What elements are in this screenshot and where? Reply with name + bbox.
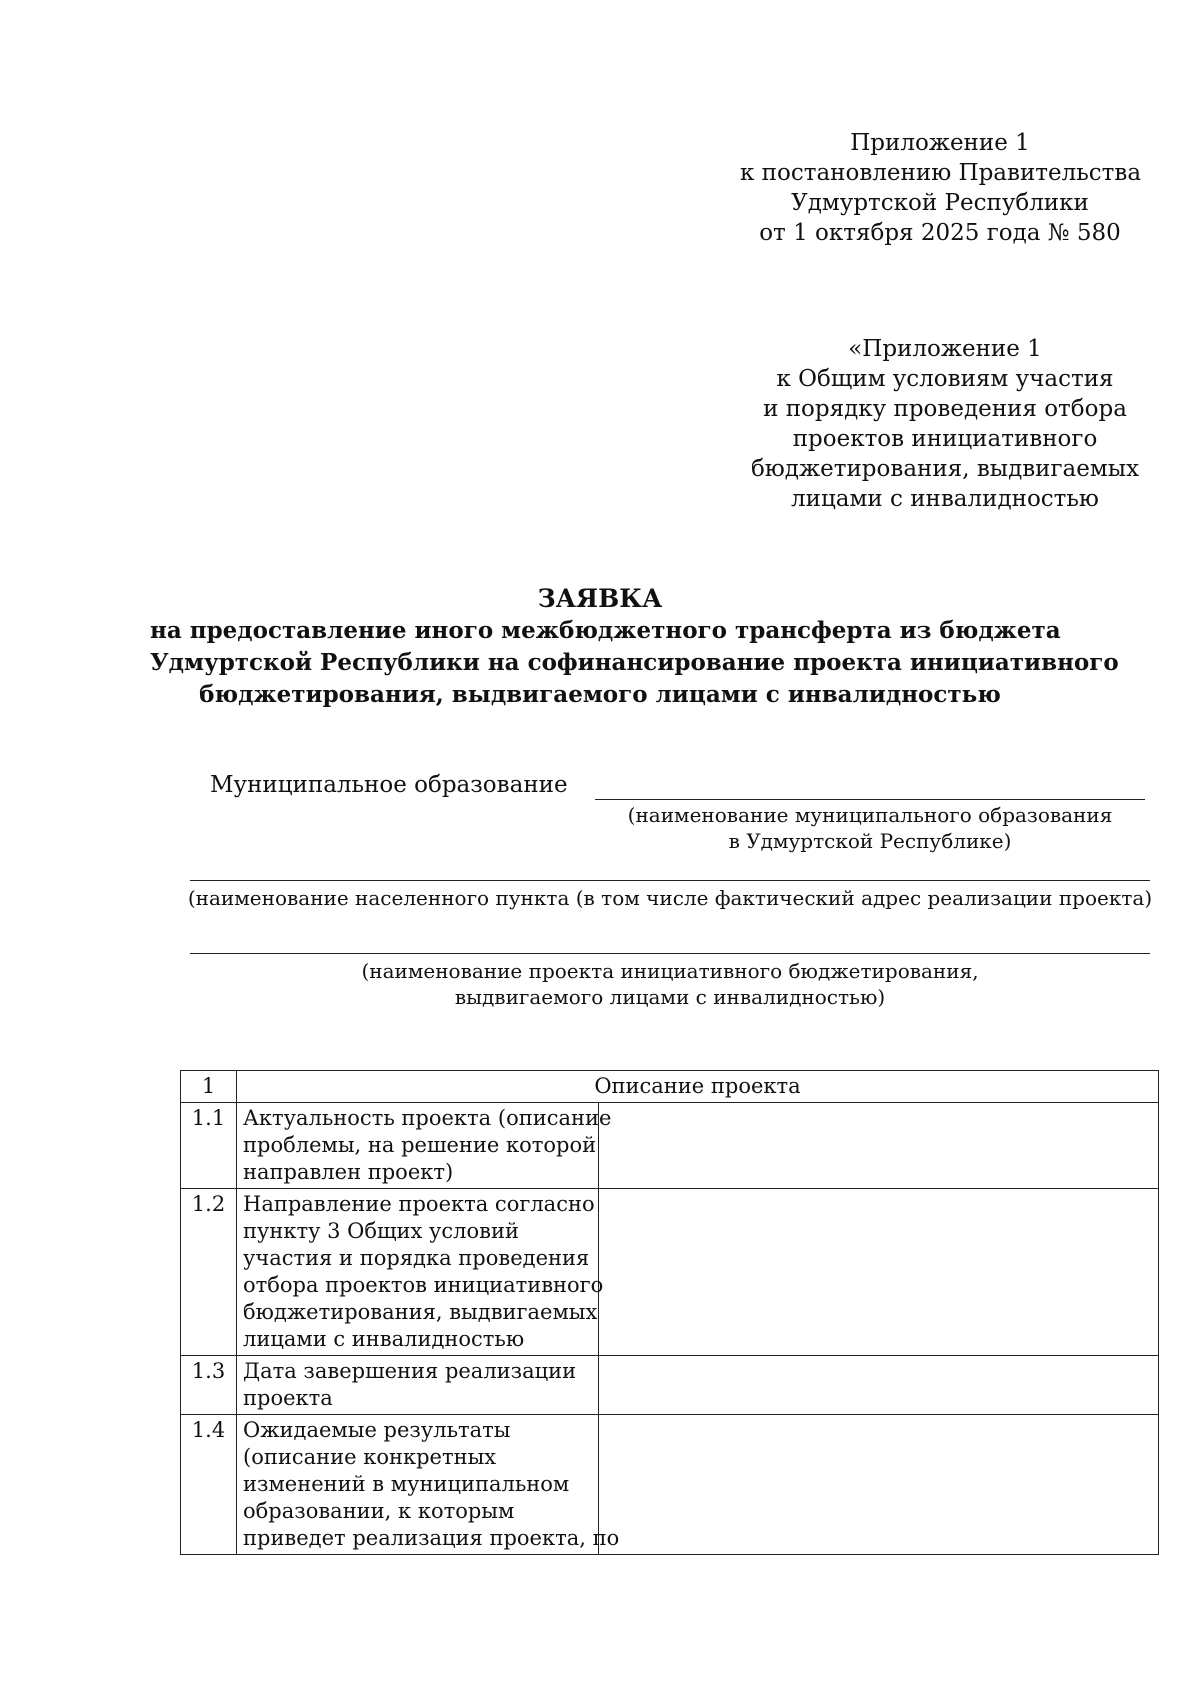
municipality-label: Муниципальное образование — [210, 772, 568, 798]
row-label-line: отбора проектов инициативного — [243, 1273, 604, 1297]
row-number: 1.2 — [181, 1189, 237, 1356]
annex-header-line: к постановлению Правительства — [740, 160, 1142, 186]
row-label-line: участия и порядка проведения — [243, 1246, 590, 1270]
row-label-line: Ожидаемые результаты — [243, 1418, 511, 1442]
annex-header-line: Приложение 1 — [850, 130, 1030, 156]
annex-sub-line: к Общим условиям участия — [776, 366, 1114, 392]
row-label-line: пункту 3 Общих условий — [243, 1219, 519, 1243]
header-title: Описание проекта — [237, 1071, 1159, 1103]
project-caption-line: (наименование проекта инициативного бюджетирования, — [361, 959, 979, 983]
row-label-line: образовании, к которым — [243, 1499, 515, 1523]
annex-subheader — [745, 334, 1145, 514]
table-row — [181, 1415, 1159, 1555]
row-value-cell[interactable] — [599, 1415, 1159, 1555]
row-label-line: приведет реализация проекта, по — [243, 1526, 620, 1550]
annex-header-line: от 1 октября 2025 года № 580 — [759, 220, 1121, 246]
table-row — [181, 1189, 1159, 1356]
row-label-line: бюджетирования, выдвигаемых — [243, 1300, 598, 1324]
annex-sub-line: лицами с инвалидностью — [791, 486, 1099, 512]
project-name-field-line[interactable] — [190, 953, 1150, 954]
row-number: 1.4 — [181, 1415, 237, 1555]
row-label — [237, 1415, 620, 1555]
row-value-cell[interactable] — [599, 1189, 1159, 1356]
row-label-line: (описание конкретных — [243, 1445, 497, 1469]
row-label-line: направлен проект) — [243, 1160, 454, 1184]
title-line: на предоставление иного межбюджетного трансферта из бюджета — [150, 617, 1061, 644]
settlement-caption — [170, 885, 1170, 911]
row-label — [237, 1356, 599, 1415]
project-description-table — [180, 1070, 1159, 1555]
title-line: Удмуртской Республики на софинансирование проекта инициативного — [150, 649, 1119, 676]
table-row — [181, 1356, 1159, 1415]
title-line: бюджетирования, выдвигаемого лицами с инвалидностью — [199, 681, 1001, 708]
row-label-line: изменений в муниципальном — [243, 1472, 570, 1496]
row-label-line: Дата завершения реализации — [243, 1359, 577, 1383]
row-label — [237, 1189, 604, 1356]
row-value-cell[interactable] — [599, 1103, 1159, 1189]
row-label-line: лицами с инвалидностью — [243, 1327, 525, 1351]
municipality-caption — [620, 802, 1120, 854]
settlement-caption-line: (наименование населенного пункта (в том числе фактический адрес реализации проекта) — [187, 886, 1153, 910]
row-number: 1.3 — [181, 1356, 237, 1415]
settlement-field-line[interactable] — [190, 880, 1150, 881]
municipality-caption-line: (наименование муниципального образования — [627, 803, 1113, 827]
document-title — [150, 583, 1119, 711]
row-label-line: проблемы, на решение которой — [243, 1133, 597, 1157]
annex-header — [740, 128, 1140, 248]
municipality-field-line[interactable] — [595, 799, 1145, 800]
row-label — [237, 1103, 612, 1189]
project-caption-line: выдвигаемого лицами с инвалидностью) — [454, 985, 886, 1009]
annex-sub-line: проектов инициативного — [792, 426, 1098, 452]
project-name-caption — [320, 958, 1020, 1010]
header-number: 1 — [181, 1071, 237, 1103]
annex-sub-line: «Приложение 1 — [848, 336, 1042, 362]
table-header-row — [181, 1071, 1159, 1103]
table-row — [181, 1103, 1159, 1189]
row-value-cell[interactable] — [599, 1356, 1159, 1415]
row-label-line: проекта — [243, 1386, 333, 1410]
row-number: 1.1 — [181, 1103, 237, 1189]
municipality-caption-line: в Удмуртской Республике) — [728, 829, 1012, 853]
annex-sub-line: бюджетирования, выдвигаемых — [750, 456, 1140, 482]
row-label-line: Направление проекта согласно — [243, 1192, 595, 1216]
annex-sub-line: и порядку проведения отбора — [763, 396, 1127, 422]
annex-header-line: Удмуртской Республики — [791, 190, 1089, 216]
row-label-line: Актуальность проекта (описание — [243, 1106, 612, 1130]
title-heading: ЗАЯВКА — [537, 584, 663, 613]
